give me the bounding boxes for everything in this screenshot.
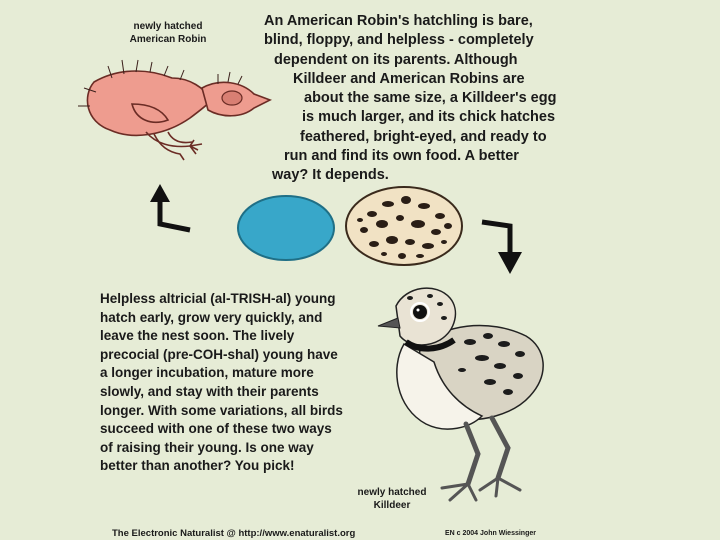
robin-hatchling-label: newly hatched American Robin — [129, 21, 207, 45]
robin-hatchling-illustration — [72, 48, 282, 168]
killdeer-chick-label: newly hatched Killdeer — [357, 487, 427, 511]
down-arrow-icon — [478, 212, 534, 282]
robin-egg — [234, 194, 344, 264]
killdeer-egg — [344, 186, 468, 270]
altricial-precocial-paragraph: Helpless altricial (al-TRISH-al) young hatch early, grow very quickly, and leave the nest soon. The lively precocial (pre-COH-shal) young have a longer incubation, mature more slowly, and stay with their parents longer. With some variations, all birds succeed with one of these two ways of raising their young. Is one way better than another? You pick! — [100, 291, 343, 474]
up-arrow-icon — [146, 178, 196, 238]
footer-copyright: EN c 2004 John Wiessinger — [445, 530, 536, 537]
footer-credit: The Electronic Naturalist @ http://www.enaturalist.org — [112, 528, 356, 539]
intro-paragraph: An American Robin's hatchling is bare, blind, floppy, and helpless - completely dependent on its parents. Although Killdeer and American Robins are about the same size, a Killdeer's egg is much larger, and its chick hatches feathered, bright-eyed, and ready to run and find its own food. A better way? It depends. — [264, 13, 557, 184]
killdeer-chick-illustration — [370, 278, 570, 518]
